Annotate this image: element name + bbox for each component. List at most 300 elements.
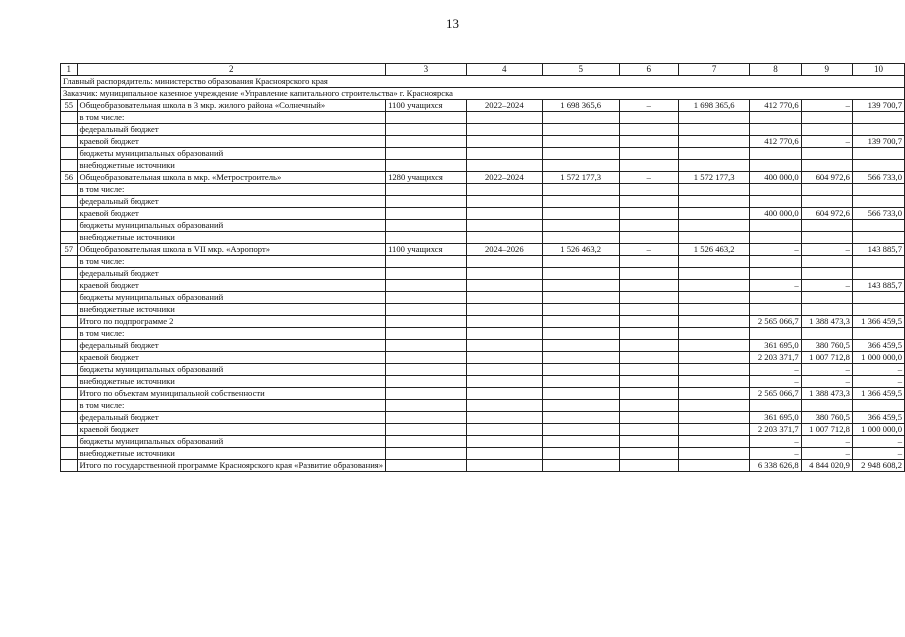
cell-c8 <box>750 112 801 124</box>
cell-c10 <box>852 400 904 412</box>
cell-n <box>61 280 78 292</box>
table-row <box>61 364 905 376</box>
cell-c7 <box>678 196 749 208</box>
cell-c8: 412 770,6 <box>750 136 801 148</box>
cell-c7 <box>678 292 749 304</box>
table-row <box>61 232 905 244</box>
cell-c7 <box>678 208 749 220</box>
cell-c7 <box>678 304 749 316</box>
cell-cap: 1100 учащихся <box>386 244 467 256</box>
cell-c5: 1 572 177,3 <box>542 172 619 184</box>
cell-name: в том числе: <box>77 256 386 268</box>
cell-c8 <box>750 268 801 280</box>
cell-period <box>466 316 542 328</box>
table-row <box>61 196 905 208</box>
cell-n <box>61 412 78 424</box>
cell-c9: 604 972,6 <box>801 172 852 184</box>
cell-c9 <box>801 124 852 136</box>
cell-c9: – <box>801 376 852 388</box>
cell-c10: 1 000 000,0 <box>852 352 904 364</box>
cell-c8: – <box>750 280 801 292</box>
cell-c10 <box>852 220 904 232</box>
cell-c9: – <box>801 448 852 460</box>
cell-name: краевой бюджет <box>77 208 386 220</box>
cell-c6 <box>619 424 678 436</box>
table-row <box>61 436 905 448</box>
cell-c10: 1 366 459,5 <box>852 316 904 328</box>
cell-c5 <box>542 400 619 412</box>
cell-c5: 1 526 463,2 <box>542 244 619 256</box>
cell-c5 <box>542 448 619 460</box>
cell-c6 <box>619 268 678 280</box>
cell-cap <box>386 268 467 280</box>
table-row <box>61 208 905 220</box>
cell-n <box>61 124 78 136</box>
cell-c7 <box>678 364 749 376</box>
cell-name: бюджеты муниципальных образований <box>77 220 386 232</box>
cell-period: 2022–2024 <box>466 172 542 184</box>
table-row <box>61 352 905 364</box>
cell-n <box>61 112 78 124</box>
cell-c10 <box>852 256 904 268</box>
cell-period <box>466 160 542 172</box>
cell-c5 <box>542 148 619 160</box>
budget-table <box>60 63 905 472</box>
cell-c6 <box>619 184 678 196</box>
cell-n <box>61 220 78 232</box>
cell-n <box>61 376 78 388</box>
cell-c8: 2 565 066,7 <box>750 316 801 328</box>
cell-name: краевой бюджет <box>77 136 386 148</box>
cell-c10 <box>852 304 904 316</box>
cell-c7 <box>678 436 749 448</box>
cell-name: федеральный бюджет <box>77 412 386 424</box>
cell-n <box>61 352 78 364</box>
cell-n: 57 <box>61 244 78 256</box>
cell-c10: – <box>852 364 904 376</box>
cell-c7 <box>678 220 749 232</box>
cell-cap <box>386 124 467 136</box>
cell-c6 <box>619 280 678 292</box>
cell-c5 <box>542 424 619 436</box>
cell-c6 <box>619 232 678 244</box>
cell-period <box>466 412 542 424</box>
cell-c8 <box>750 160 801 172</box>
cell-n <box>61 292 78 304</box>
cell-name: в том числе: <box>77 400 386 412</box>
cell-name: федеральный бюджет <box>77 124 386 136</box>
table-row <box>61 244 905 256</box>
table-row <box>61 448 905 460</box>
cell-c7 <box>678 376 749 388</box>
cell-period <box>466 400 542 412</box>
cell-period <box>466 364 542 376</box>
cell-period <box>466 448 542 460</box>
cell-c7 <box>678 424 749 436</box>
cell-cap <box>386 136 467 148</box>
cell-c6 <box>619 124 678 136</box>
cell-c7 <box>678 124 749 136</box>
cell-period <box>466 136 542 148</box>
cell-n <box>61 304 78 316</box>
cell-c7 <box>678 448 749 460</box>
cell-cap <box>386 328 467 340</box>
cell-c9 <box>801 304 852 316</box>
table-row <box>61 136 905 148</box>
cell-c7 <box>678 268 749 280</box>
cell-c7 <box>678 388 749 400</box>
cell-c10 <box>852 184 904 196</box>
cell-c7 <box>678 256 749 268</box>
cell-c9 <box>801 112 852 124</box>
cell-c8: – <box>750 364 801 376</box>
table-row <box>61 124 905 136</box>
table-row <box>61 424 905 436</box>
cell-c9 <box>801 196 852 208</box>
cell-c9: – <box>801 100 852 112</box>
col-header: 7 <box>678 64 749 76</box>
cell-c7: 1 698 365,6 <box>678 100 749 112</box>
cell-c9 <box>801 400 852 412</box>
cell-c7 <box>678 232 749 244</box>
table-row <box>61 172 905 184</box>
cell-name: внебюджетные источники <box>77 160 386 172</box>
col-header: 8 <box>750 64 801 76</box>
cell-c8 <box>750 292 801 304</box>
cell-n <box>61 388 78 400</box>
cell-period: 2024–2026 <box>466 244 542 256</box>
cell-period <box>466 196 542 208</box>
cell-n <box>61 328 78 340</box>
cell-n <box>61 316 78 328</box>
cell-name: бюджеты муниципальных образований <box>77 436 386 448</box>
cell-name: внебюджетные источники <box>77 232 386 244</box>
cell-c5 <box>542 316 619 328</box>
table-row <box>61 412 905 424</box>
cell-c9 <box>801 328 852 340</box>
cell-c6 <box>619 148 678 160</box>
table-row <box>61 388 905 400</box>
cell-c10 <box>852 232 904 244</box>
cell-c5 <box>542 460 619 472</box>
cell-c8: – <box>750 448 801 460</box>
cell-c6 <box>619 220 678 232</box>
cell-c10: 566 733,0 <box>852 172 904 184</box>
cell-c5 <box>542 436 619 448</box>
cell-c10 <box>852 160 904 172</box>
cell-c10: 143 885,7 <box>852 280 904 292</box>
cell-c8 <box>750 196 801 208</box>
cell-c7: 1 572 177,3 <box>678 172 749 184</box>
cell-n <box>61 424 78 436</box>
cell-period <box>466 256 542 268</box>
cell-c9: – <box>801 136 852 148</box>
cell-c10 <box>852 148 904 160</box>
cell-c8: – <box>750 376 801 388</box>
cell-n <box>61 364 78 376</box>
cell-c6 <box>619 304 678 316</box>
cell-c10: 366 459,5 <box>852 340 904 352</box>
cell-period <box>466 124 542 136</box>
cell-cap <box>386 304 467 316</box>
cell-c7 <box>678 316 749 328</box>
cell-c10 <box>852 268 904 280</box>
cell-c9: 380 760,5 <box>801 340 852 352</box>
cell-c9: – <box>801 364 852 376</box>
table-row <box>61 268 905 280</box>
cell-c7 <box>678 352 749 364</box>
cell-period <box>466 436 542 448</box>
cell-c8: 400 000,0 <box>750 208 801 220</box>
cell-c5 <box>542 340 619 352</box>
cell-c6 <box>619 340 678 352</box>
cell-name: в том числе: <box>77 112 386 124</box>
cell-n: 55 <box>61 100 78 112</box>
cell-c6: – <box>619 244 678 256</box>
cell-c6 <box>619 316 678 328</box>
col-header: 1 <box>61 64 78 76</box>
cell-c10: – <box>852 376 904 388</box>
cell-c8: – <box>750 436 801 448</box>
table-row <box>61 292 905 304</box>
cell-c6 <box>619 112 678 124</box>
cell-c9 <box>801 184 852 196</box>
cell-c5 <box>542 412 619 424</box>
cell-c10 <box>852 124 904 136</box>
cell-cap <box>386 256 467 268</box>
cell-cap <box>386 220 467 232</box>
cell-c6 <box>619 436 678 448</box>
cell-c5 <box>542 256 619 268</box>
cell-name: бюджеты муниципальных образований <box>77 364 386 376</box>
cell-c9: – <box>801 280 852 292</box>
cell-c9: 1 388 473,3 <box>801 388 852 400</box>
cell-c8 <box>750 400 801 412</box>
table-row <box>61 160 905 172</box>
cell-c6 <box>619 376 678 388</box>
cell-c8: 2 203 371,7 <box>750 424 801 436</box>
table-row <box>61 220 905 232</box>
cell-cap <box>386 196 467 208</box>
cell-cap <box>386 436 467 448</box>
cell-c6 <box>619 352 678 364</box>
cell-c7 <box>678 400 749 412</box>
cell-n <box>61 232 78 244</box>
cell-c7 <box>678 160 749 172</box>
cell-name: краевой бюджет <box>77 352 386 364</box>
cell-c8 <box>750 148 801 160</box>
cell-c8 <box>750 124 801 136</box>
cell-n <box>61 400 78 412</box>
cell-c7 <box>678 148 749 160</box>
cell-c5 <box>542 328 619 340</box>
cell-c6 <box>619 160 678 172</box>
cell-c6 <box>619 208 678 220</box>
cell-c10: 139 700,7 <box>852 136 904 148</box>
cell-c5 <box>542 388 619 400</box>
table-row <box>61 112 905 124</box>
cell-c9: 1 388 473,3 <box>801 316 852 328</box>
customer: Заказчик: муниципальное казенное учреждение «Управление капитального строительства» г. Красноярска <box>61 88 905 100</box>
cell-cap <box>386 352 467 364</box>
cell-cap <box>386 280 467 292</box>
cell-c6 <box>619 292 678 304</box>
col-header: 3 <box>386 64 467 76</box>
cell-c7 <box>678 136 749 148</box>
cell-cap <box>386 208 467 220</box>
col-header: 6 <box>619 64 678 76</box>
table-row <box>61 280 905 292</box>
cell-c9 <box>801 220 852 232</box>
cell-c6 <box>619 388 678 400</box>
cell-c10: 1 000 000,0 <box>852 424 904 436</box>
cell-cap <box>386 376 467 388</box>
cell-period <box>466 232 542 244</box>
cell-c9: 380 760,5 <box>801 412 852 424</box>
cell-cap <box>386 388 467 400</box>
cell-n <box>61 256 78 268</box>
cell-c8 <box>750 184 801 196</box>
cell-c5 <box>542 304 619 316</box>
table-row <box>61 256 905 268</box>
cell-cap: 1100 учащихся <box>386 100 467 112</box>
cell-c9: 604 972,6 <box>801 208 852 220</box>
cell-c6 <box>619 364 678 376</box>
cell-c5 <box>542 136 619 148</box>
cell-n <box>61 268 78 280</box>
cell-c8: 2 565 066,7 <box>750 388 801 400</box>
cell-period <box>466 304 542 316</box>
table-row <box>61 376 905 388</box>
cell-period <box>466 340 542 352</box>
cell-c9: 4 844 020,9 <box>801 460 852 472</box>
cell-period <box>466 220 542 232</box>
cell-c7 <box>678 412 749 424</box>
table-row <box>61 148 905 160</box>
table-row <box>61 460 905 472</box>
cell-name: в том числе: <box>77 184 386 196</box>
cell-c8 <box>750 232 801 244</box>
cell-period <box>466 424 542 436</box>
cell-name: Итого по государственной программе Красноярского края «Развитие образования» <box>77 460 386 472</box>
cell-cap <box>386 184 467 196</box>
cell-c5 <box>542 376 619 388</box>
cell-name: внебюджетные источники <box>77 304 386 316</box>
cell-c8: 2 203 371,7 <box>750 352 801 364</box>
cell-name: бюджеты муниципальных образований <box>77 292 386 304</box>
cell-c6 <box>619 412 678 424</box>
cell-c7 <box>678 280 749 292</box>
cell-name: внебюджетные источники <box>77 376 386 388</box>
cell-cap <box>386 340 467 352</box>
cell-cap <box>386 148 467 160</box>
cell-c10 <box>852 328 904 340</box>
cell-c9 <box>801 268 852 280</box>
cell-cap: 1280 учащихся <box>386 172 467 184</box>
cell-c6 <box>619 328 678 340</box>
cell-cap <box>386 400 467 412</box>
table-row <box>61 340 905 352</box>
col-header: 5 <box>542 64 619 76</box>
cell-period <box>466 376 542 388</box>
cell-c10: 143 885,7 <box>852 244 904 256</box>
cell-c5 <box>542 124 619 136</box>
cell-c5 <box>542 280 619 292</box>
cell-c5 <box>542 208 619 220</box>
cell-c5 <box>542 292 619 304</box>
cell-c9: – <box>801 244 852 256</box>
customer-row <box>61 88 905 100</box>
col-header: 4 <box>466 64 542 76</box>
cell-n <box>61 196 78 208</box>
cell-c5 <box>542 352 619 364</box>
cell-c10 <box>852 196 904 208</box>
cell-period <box>466 112 542 124</box>
cell-c7 <box>678 112 749 124</box>
cell-c8: – <box>750 244 801 256</box>
cell-c5 <box>542 232 619 244</box>
cell-c5 <box>542 220 619 232</box>
cell-c8: 400 000,0 <box>750 172 801 184</box>
column-number-row <box>61 64 905 76</box>
cell-name: бюджеты муниципальных образований <box>77 148 386 160</box>
cell-c8 <box>750 220 801 232</box>
cell-n <box>61 136 78 148</box>
cell-c10: 139 700,7 <box>852 100 904 112</box>
cell-c10 <box>852 292 904 304</box>
cell-c8 <box>750 256 801 268</box>
cell-c10: – <box>852 448 904 460</box>
page-number: 13 <box>446 16 459 31</box>
cell-name: краевой бюджет <box>77 280 386 292</box>
cell-c8: 361 695,0 <box>750 340 801 352</box>
cell-n <box>61 184 78 196</box>
cell-c6: – <box>619 172 678 184</box>
cell-c8: 412 770,6 <box>750 100 801 112</box>
cell-c7: 1 526 463,2 <box>678 244 749 256</box>
cell-c7 <box>678 460 749 472</box>
cell-period <box>466 268 542 280</box>
table-row <box>61 304 905 316</box>
cell-name: федеральный бюджет <box>77 340 386 352</box>
cell-name: Общеобразовательная школа в VII мкр. «Аэропорт» <box>77 244 386 256</box>
cell-c6 <box>619 256 678 268</box>
cell-c8 <box>750 328 801 340</box>
cell-c6: – <box>619 100 678 112</box>
cell-period <box>466 184 542 196</box>
cell-c5 <box>542 184 619 196</box>
cell-cap <box>386 424 467 436</box>
chief-admin-row <box>61 76 905 88</box>
col-header: 2 <box>77 64 386 76</box>
cell-c5 <box>542 112 619 124</box>
cell-c6 <box>619 460 678 472</box>
cell-n <box>61 436 78 448</box>
cell-c5 <box>542 196 619 208</box>
cell-c9 <box>801 148 852 160</box>
table-row <box>61 328 905 340</box>
cell-period: 2022–2024 <box>466 100 542 112</box>
table-row <box>61 184 905 196</box>
cell-n <box>61 148 78 160</box>
cell-c10: 1 366 459,5 <box>852 388 904 400</box>
cell-c9: 1 007 712,8 <box>801 352 852 364</box>
cell-cap <box>386 112 467 124</box>
cell-c5 <box>542 160 619 172</box>
cell-n: 56 <box>61 172 78 184</box>
cell-cap <box>386 316 467 328</box>
cell-cap <box>386 448 467 460</box>
